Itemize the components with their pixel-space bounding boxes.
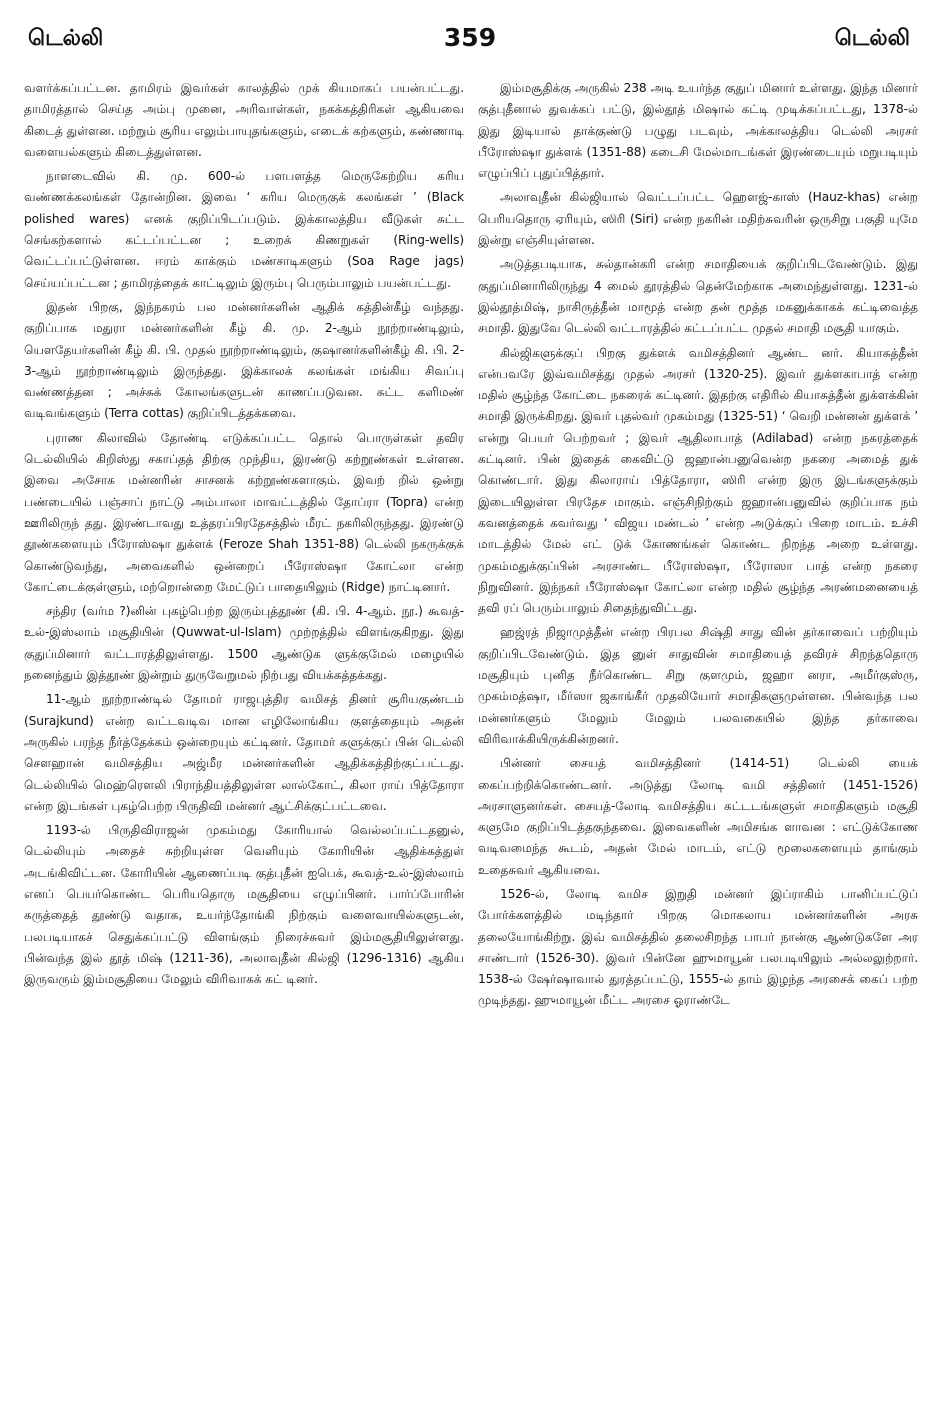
paragraph: புராண கிலாவில் தோண்டி எடுக்கப்பட்ட தொல் பொருள்கள் தவிர டெல்லியில் கிறிஸ்து சகாப்தத் திற்கு முந்திய, இரண்டு கற்றூண்கள் உள்ளன. இவை அசோக மன்னரின் சாசனக் கற்றூண்களாகும். இவற் றில் ஒன்று பண்டையில் பஞ்சாப் நாட்டு அம்பாலா மாவட்டத்தில் தோப்ரா (Topra) என்ற ஊரிலிருந் தது. இரண்டாவது உத்தரப்பிரதேசத்தில் மீரட் நகரிலிருந்தது. இரண்டு தூண்களையும் பீரோஸ்ஷா துக்ளக் (Feroze Shah 1351-88) டெல்லி நகருக்குக் கொண்டுவந்து, அவைகளில் ஒன்றைப் பீரோஸ்ஷா கோட்லா என்ற கோட்டைக்குள்ளும், மற்றொன்றை மேட்டுப் பாதையிலும் (Ridge) நாட்டினார். (24, 430, 464, 594)
paragraph: அலாவுதீன் கில்ஜியால் வெட்டப்பட்ட ஹௌஜ்-காஸ் (Hauz-khas) என்ற பெரியதொரு ஏரியும், ஸிரி (Siri) என்ற நகரின் மதிற்சுவரின் ஒருசிறு பகுதி யுமே இன்று எஞ்சியுள்ளன. (478, 190, 918, 248)
paragraph: இதன் பிறகு, இந்நகரம் பல மன்னர்களின் ஆதிக் கத்தின்கீழ் வந்தது. குறிப்பாக மதுரா மன்னர்களின் கீழ் கி. மு. 2-ஆம் நூற்றாண்டிலும், யௌதேயர்களின் கீழ் கி. பி. முதல் நூற்றாண்டிலும், குஷானர்களின்கீழ் கி. பி. 2-3-ஆம் நூற்றாண்டிலும் இருந்தது. இக்காலக் கலங்கள் மங்கிய சிவப்பு வண்ணத்தன ; அச்சுக் கோலங்களுடன் காணப்படுவன. சுட்ட களிமண் வடிவங்களும் (Terra cottas) குறிப்பிடத்தக்கவை. (24, 299, 464, 421)
running-head-right: டெல்லி (834, 26, 910, 51)
paragraph: அடுத்தபடியாக, சுல்தான்கரி என்ற சமாதியைக் குறிப்பிடவேண்டும். இது குதுப்மினாரிலிருந்து 4 மைல் தூரத்தில் தென்மேற்காக அமைந்துள்ளது. 1231-ல் இல்தூத்மிஷ், நாசிருத்தீன் மாமூத் என்ற தன் மூத்த மகனுக்காகக் கட்டிவைத்த சமாதி. இதுவே டெல்லி வட்டாரத்தில் கட்டப்பட்ட முதல் சமாதி மசூதி யாகும். (478, 257, 918, 336)
paragraph: 11-ஆம் நூற்றாண்டில் தோமர் ராஜபுத்திர வமிசத் தினர் சூரியகுண்டம் (Surajkund) என்ற வட்டவடிவ மான எழிலோங்கிய குளத்தையும் அதன் அருகில் பரந்த நீர்த்தேக்கம் ஒன்றையும் கட்டினர். தோமர் களுக்குப் பின் டெல்லி சௌஹான் வமிசத்திய அஜ்மீர மன்னர்களின் ஆதிக்கத்திற்குட்பட்டது. டெல்லியில் மெஹ்ரௌலி பிராந்தியத்திலுள்ள லால்கோட், கிலா ராய் பித்தோரா என்ற இடங்கள் புகழ்பெற்ற பிருதிவி மன்னர் ஆட்சிக்குட்பட்டவை. (24, 692, 464, 813)
paragraph: சந்திர (வர்ம ?)னின் புகழ்பெற்ற இரும்புத்தூண் (கி. பி. 4-ஆம். நூ.) கூவத்-உல்-இஸ்லாம் மசூதியின் (Quwwat-ul-Islam) முற்றத்தில் விளங்குகிறது. இது குதுப்மினார் வட்டாரத்திலுள்ளது. 1500 ஆண்டுக ளுக்குமேல் மழையில் நனைந்தும் இத்தூண் இன்றும் துருவேறுமல் நிற்பது வியக்கத்தக்கது. (24, 604, 464, 683)
running-head-left: டெல்லி (28, 26, 104, 51)
right-column (478, 78, 918, 1418)
paragraph: கில்ஜிகளுக்குப் பிறகு துக்ளக் வமிசத்தினர் ஆண்ட னர். கியாசுத்தீன் என்பவரே இவ்வமிசத்து முதல் அரசர் (1320-25). இவர் துக்ளகாபாத் என்ற மதில் சூழ்ந்த கோட்டை நகரைக் கட்டினர். இதற்கு எதிரில் கியாசுத்தீன் துக்ளக்கின் சமாதி இருக்கிறது. இவர் புதல்வர் முகம்மது (1325-51) ‘ வெறி மன்னன் துக்ளக் ’ என்று பெயர் பெற்றவர் ; இவர் ஆதிலாபாத் (Adilabad) என்ற நகரத்தைக் கட்டினர். பின் இதைக் கைவிட்டு ஜஹான்பனுவென்ற நகரை அமைத் துக் கொண்டார். இது கிலாராய் பித்தோரா, ஸிரி என்ற இரு இடங்களுக்கும் இடையிலுள்ள பிரதேச மாகும். எஞ்சிநிற்கும் ஜஹான்பனுவில் குறிப்பாக நம் கவனத்தைக் கவர்வது ‘ விஜய மண்டல் ’ என்ற அடுக்குப் பிறை மாடம். உச்சி மாடத்தில் மேல் எட் டுக் கோணங்கள் கொண்ட நிறந்த அறை உள்ளது. முகம்மதுக்குப்பின் அரசாண்ட பீரோஸ்ஷா, பீரோஸா பாத் என்ற நகரை நிறுவினர். இந்நகர் பீரோஸ்ஷா கோட்லா என்ற மதில் சூழ்ந்த அரண்மனையைத் தவி ரப் பெரும்பாலும் சிதைந்துவிட்டது. (478, 345, 918, 616)
paragraph: ஹஜ்ரத் நிஜாமுத்தீன் என்ற பிரபல சிஷ்தி சாது வின் தர்காவைப் பற்றியும் குறிப்பிடவேண்டும். இத னுள் சாதுவின் சமாதியைத் தவிரச் சிறந்ததொரு மசூதியும் புனித நீர்கொண்ட சிறு குளமும், ஜஹா னரா, அமீர்குஸ்ரு, முகம்மத்ஷா, மீர்ஸா ஜகாங்கீர் முதலியோர் சமாதிகளுமுள்ளன. பின்வந்த பல மன்னர்களும் மேலும் மேலும் பலவகையில் இந்த தர்காவை விரிவாக்கியிருக்கின்றனர். (478, 625, 918, 746)
paragraph: வளர்க்கப்பட்டன. தாமிரம் இவர்கள் காலத்தில் முக் கியமாகப் பயன்பட்டது. தாமிரத்தால் செய்த அம்பு முனை, அரிவாள்கள், நகக்கத்திரிகள் ஆகியவை கிடைத் துள்ளன. மற்றும் சூரிய எலும்பாயுதங்களும், எடைக் கற்களும், கண்ணாடி வளையல்களும் கிடைத்துள்ளன. (24, 81, 464, 159)
paragraph: பின்னர் சையத் வமிசத்தினர் (1414-51) டெல்லி யைக் கைப்பற்றிக்கொண்டனர். அடுத்து லோடி வமி சத்தினர் (1451-1526) அரசாளுனர்கள். சையத்-லோடி வமிசத்திய கட்டடங்களுள் சமாதிகளும் மசூதி களுமே குறிப்பிடத்தகுந்தவை. இவைகளின் அமிசங்க ளாவன : எட்டுக்கோண வடிவமைந்த கூடம், அதன் மேல் மாடம், எட்டு மூலைகளையும் தாங்கும் உதைசுவர் ஆகியவை. (478, 756, 918, 877)
left-column (24, 78, 464, 1418)
page-number: 359 (443, 23, 497, 52)
paragraph: நாளடைவில் கி. மு. 600-ல் பளபளத்த மெருகேற்றிய கரிய வண்ணக்கலங்கள் தோன்றின. இவை ‘ கரிய மெருகுக் கலங்கள் ’ (Black polished wares) எனக் குறிப்பிடப்படும். இக்காலத்திய வீடுகள் சுட்ட செங்கற்களால் கட்டப்பட்டன ; உறைக் கிணறுகள் (Ring-wells) வெட்டப்பட்டுள்ளன. ஈரம் காக்கும் மண்சாடிகளும் (Soa Rage jags) செய்யப்பட்டன ; தாமிரத்தைக் காட்டிலும் இரும்பு பெரும்பாலும் பயன்பட்டது. (24, 169, 464, 290)
paragraph: இம்மசூதிக்கு அருகில் 238 அடி உயர்ந்த குதுப் மினார் உள்ளது. இந்த மினார் குத்புதீனால் துவக்கப் பட்டு, இல்தூத் மிஷால் கட்டி முடிக்கப்பட்டது, 1378-ல் இது இடியால் தாக்குண்டு பழுது படவும், அக்காலத்திய டெல்லி அரசர் பீரோஸ்ஷா துக்ளக் (1351-88) கடைசி மேல்மாடங்கள் இரண்டையும் மறுபடியும் எழுப்பிப் புதுப்பித்தார். (478, 81, 918, 181)
paragraph: 1193-ல் பிருதிவிராஜன் முகம்மது கோரியால் வெல்லப்பட்டதனுல், டெல்லியும் அதைச் சுற்றியுள்ள வெளியும் கோரியின் ஆதிக்கத்துள் அடங்கிவிட்டன. கோரியின் ஆணைப்படி குத்புதீன் ஐபெக், கூவத்-உல்-இஸ்லாம் எனப் பெயர்கொண்ட பெரியதொரு மசூதியை எழுப்பினர். பார்ப்போரின் கருத்தைத் தூண்டு வதாக, உயர்ந்தோங்கி நிற்கும் வளைவாயில்களுடன், பலபடியாகச் செதுக்கப்பட்டு விளங்கும் நிரைச்சுவர் இம்மசூதியிலுள்ளது. பின்வந்த இல் தூத் மிஷ் (1211-36), அலாவுதீன் கில்ஜி (1296-1316) ஆகிய இருவரும் இம்மசூதியை மேலும் விரிவாகக் கட் டினர். (24, 823, 464, 987)
paragraph: 1526-ல், லோடி வமிச இறுதி மன்னர் இப்ராகிம் பானிப்பட்டுப் போர்க்களத்தில் மடிந்தார் பிறகு மொகலாய மன்னர்களின் அரசு தலையோங்கிற்று. இவ் வமிசத்தில் தலைசிறந்த பாபர் நான்கு ஆண்டுகளே அர சாண்டார் (1526-30). இவர் பின்னே ஹுமாயூன் பலபடியிலும் அல்லலுற்றார். 1538-ல் ஷேர்ஷாவால் துரத்தப்பட்டு, 1555-ல் தாம் இழந்த அரசைக் கைப் பற்ற முடிந்தது. ஹுமாயூன் மீட்ட அரசை ஓராண்டே (478, 886, 918, 1008)
